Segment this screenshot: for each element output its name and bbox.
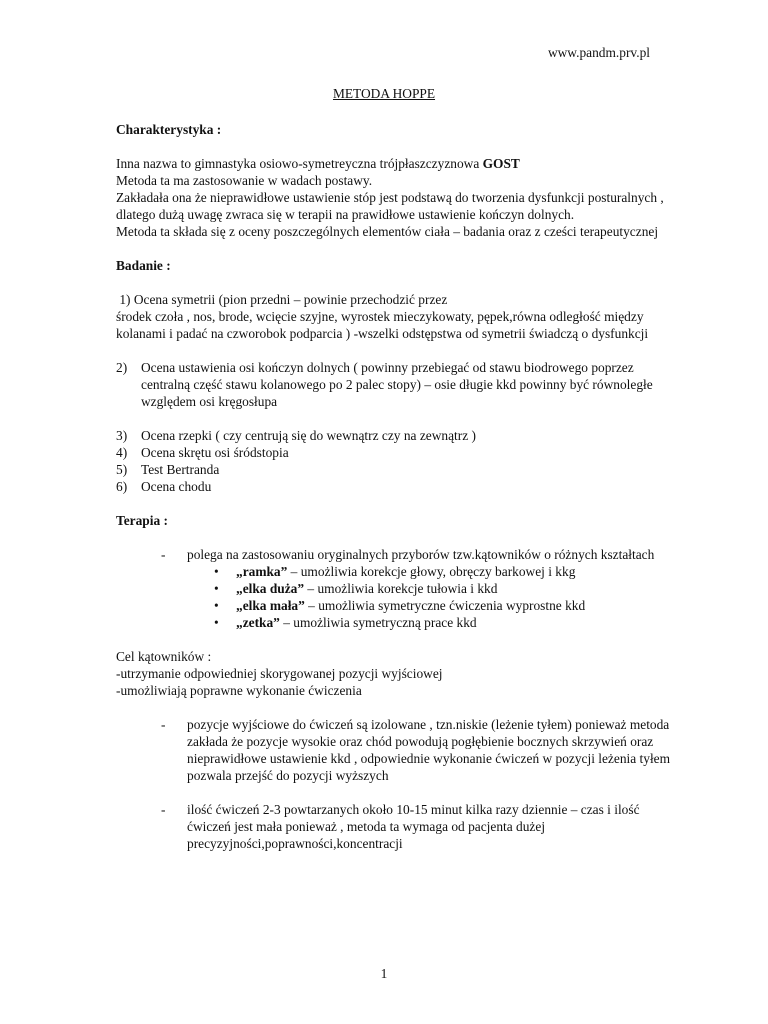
bullet-item: [116, 563, 676, 580]
heading-terapia: Terapia :: [116, 513, 168, 528]
bullet-marker: •: [214, 598, 219, 613]
paragraph-text: Inna nazwa to gimnastyka osiowo-symetreyczna trójpłaszczyznowa: [116, 156, 483, 171]
dash-marker: -: [161, 802, 166, 817]
dash-item: [116, 546, 676, 563]
list-text: Ocena ustawienia osi kończyn dolnych ( powinny przebiegać od stawu biodrowego poprzez centralną część stawu kolanowego po 2 palec stopy) – osie długie kkd powinny być równoległe względem osi kręgosłupa: [141, 360, 653, 409]
page-number: 1: [380, 966, 388, 981]
bullet-item: [116, 580, 676, 597]
bullet-text: [236, 563, 676, 580]
heading-badanie: Badanie :: [116, 258, 171, 273]
dash-item: [116, 801, 676, 852]
list-text: Ocena rzepki ( czy centrują się do wewnątrz czy na zewnątrz ): [141, 428, 476, 443]
list-number: 6): [116, 479, 128, 494]
document-title: METODA HOPPE: [332, 86, 436, 101]
bullet-marker: •: [214, 564, 219, 579]
bullet-bold: „ramka”: [236, 564, 288, 579]
dash-text: ilość ćwiczeń 2-3 powtarzanych około 10-15 minut kilka razy dziennie – czas i ilość ćwiczeń jest mała ponieważ , metoda ta wymaga od pacjenta dużej precyzyjności,poprawności,koncentracji: [187, 802, 640, 851]
list-item: [116, 461, 676, 478]
list-text: Ocena skrętu osi śródstopia: [141, 445, 289, 460]
bullet-rest: – umożliwia korekcje głowy, obręczy barkowej i kkg: [287, 564, 576, 579]
paragraph-line: [116, 155, 676, 172]
dash-item: [116, 716, 676, 784]
list-item-1-continued: środek czoła , nos, brode, wcięcie szyjne, wyrostek mieczykowaty, pępek,równa odległość między kolanami i padać na czworobok podparcia ) -wszelki odstępstwa od symetrii świadczą o dysfunkcji: [116, 309, 649, 341]
list-item: [116, 478, 676, 495]
dash-marker: -: [161, 547, 166, 562]
bullet-bold: „zetka”: [236, 615, 280, 630]
list-number: 3): [116, 428, 128, 443]
cel-line: -utrzymanie odpowiedniej skorygowanej pozycji wyjściowej: [116, 666, 443, 681]
paragraph: Zakładała ona że nieprawidłowe ustawienie stóp jest podstawą do tworzenia dysfunkcji posturalnych , dlatego dużą uwagę zwraca się w terapii na prawidłowe ustawienie kończyn dolnych.: [116, 190, 664, 222]
list-item: [116, 359, 676, 410]
bullet-rest: – umożliwia korekcje tułowia i kkd: [304, 581, 498, 596]
dash-text: pozycje wyjściowe do ćwiczeń są izolowane , tzn.niskie (leżenie tyłem) ponieważ metoda zakłada że pozycje wysokie oraz chód powodują pogłębienie bocznych skrzywień oraz nieprawidłowe ustawienie kkd , odpowiednie wykonanie ćwiczeń w pozycji leżenia tyłem pozwala przejść do pozycji wyższych: [187, 717, 671, 783]
paragraph: Metoda ta składa się z oceny poszczególnych elementów ciała – badania oraz z cześci terapeutycznej: [116, 224, 659, 239]
bullet-text: [236, 597, 676, 614]
bullet-item: [116, 614, 676, 631]
list-number: 5): [116, 462, 128, 477]
list-text: Ocena chodu: [141, 479, 212, 494]
document-body: [116, 121, 676, 852]
list-number: 4): [116, 445, 128, 460]
header-url: www.pandm.prv.pl: [547, 45, 650, 60]
heading-charakterystyka: Charakterystyka :: [116, 122, 222, 137]
gost-bold-text: GOST: [482, 156, 520, 171]
dash-marker: -: [161, 717, 166, 732]
bullet-rest: – umożliwia symetryczne ćwiczenia wyprostne kkd: [304, 598, 586, 613]
dash-text: polega na zastosowaniu oryginalnych przyborów tzw.kątowników o różnych kształtach: [187, 547, 655, 562]
bullet-text: [236, 614, 676, 631]
cel-title: Cel kątowników :: [116, 649, 212, 664]
cel-line: -umożliwiają poprawne wykonanie ćwiczenia: [116, 683, 362, 698]
list-number: 2): [116, 360, 128, 375]
bullet-rest: – umożliwia symetryczną prace kkd: [279, 615, 477, 630]
bullet-bold: „elka mała”: [236, 598, 305, 613]
list-item: [116, 444, 676, 461]
bullet-marker: •: [214, 615, 219, 630]
bullet-marker: •: [214, 581, 219, 596]
paragraph-line: Metoda ta ma zastosowanie w wadach postawy.: [116, 173, 373, 188]
list-item: [116, 427, 676, 444]
list-item-1: 1) Ocena symetrii (pion przedni – powinie przechodzić przez: [116, 292, 448, 307]
list-text: Test Bertranda: [141, 462, 220, 477]
bullet-item: [116, 597, 676, 614]
bullet-bold: „elka duża”: [236, 581, 305, 596]
bullet-text: [236, 580, 676, 597]
